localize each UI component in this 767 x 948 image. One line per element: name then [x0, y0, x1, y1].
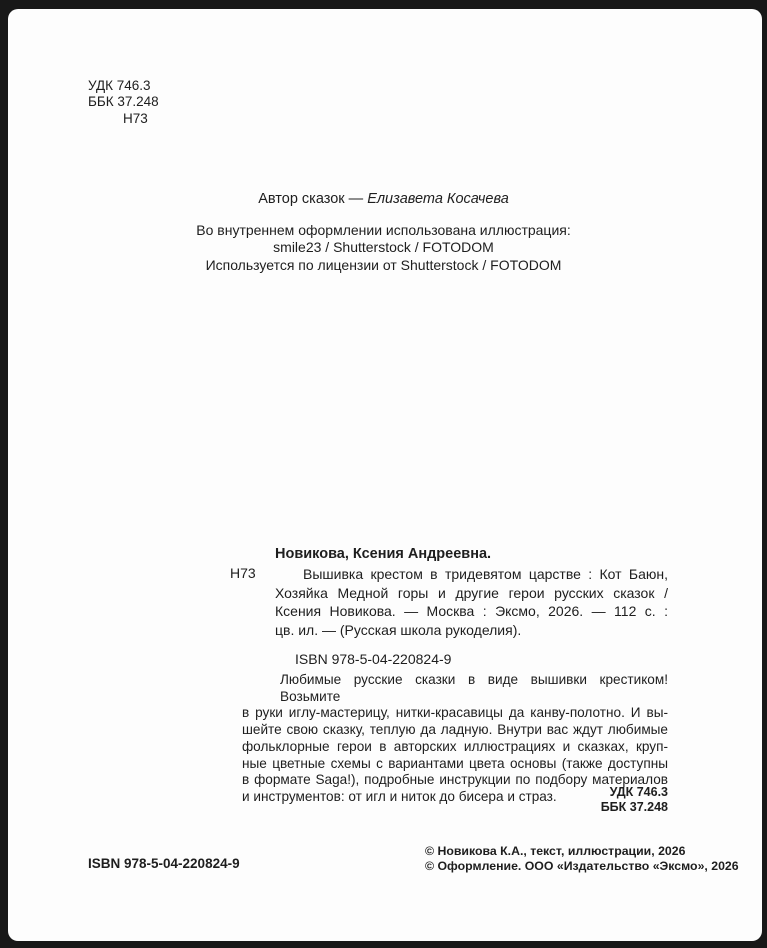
tales-author-label: Автор сказок — — [258, 191, 368, 207]
annotation-line: ные цветные схемы с вариантами цвета основы (также доступны — [242, 755, 668, 771]
tales-author-line — [0, 191, 767, 207]
footer-isbn: ISBN 978-5-04-220824-9 — [88, 856, 240, 871]
annotation-line: в формате Saga!), подробные инструкции по подбору материалов — [242, 772, 668, 788]
tales-author-name: Елизавета Косачева — [367, 191, 509, 207]
bbk-code-bottom: ББК 37.248 — [600, 800, 668, 814]
bbk-code: ББК 37.248 — [88, 94, 159, 110]
udk-bbk-bottom — [500, 785, 668, 815]
catalog-heading: Новикова, Ксения Андреевна. — [275, 546, 492, 562]
annotation-line: и инструментов: от игл и ниток до бисера и страз. — [242, 788, 557, 804]
copyright-block — [425, 844, 739, 875]
udk-code-bottom: УДК 746.3 — [609, 785, 668, 799]
udk-code: УДК 746.3 — [88, 78, 151, 93]
credit-line: Используется по лицензии от Shutterstock / FOTODOM — [205, 256, 562, 273]
credit-line: smile23 / Shutterstock / FOTODOM — [273, 239, 494, 256]
isbn-line: ISBN 978-5-04-220824-9 — [295, 651, 452, 667]
catalog-description-line: цв. ил. — (Русская школа рукоделия). — [275, 621, 522, 638]
udk-bbk-block — [88, 78, 159, 127]
credit-line: Во внутреннем оформлении использована иллюстрация: — [196, 222, 571, 238]
catalog-description-line: Вышивка крестом в тридевятом царстве : Кот Баюн, — [303, 566, 668, 582]
annotation-line: фольклорные герои в авторских иллюстрациях и сказках, круп- — [242, 738, 668, 754]
catalog-description-line: Хозяйка Медной горы и другие герои русских сказок / — [275, 584, 668, 601]
catalog-description — [275, 565, 668, 639]
author-sign-code: Н73 — [123, 110, 148, 126]
catalog-author-sign: Н73 — [230, 565, 256, 581]
illustration-credit — [0, 222, 767, 274]
annotation-line: Любимые русские сказки в виде вышивки крестиком! Возьмите — [280, 672, 668, 704]
annotation-line: шейте свою сказку, теплую да ладную. Внутри вас ждут любимые — [242, 722, 668, 738]
copyright-line-publisher: © Оформление. ООО «Издательство «Эксмо», 2026 — [425, 859, 739, 874]
catalog-description-line: Ксения Новикова. — Москва : Эксмо, 2026. — 112 с. : — [275, 603, 668, 620]
copyright-line-author: © Новикова К.А., текст, иллюстрации, 2026 — [425, 844, 686, 858]
annotation-line: в руки иглу-мастерицу, нитки-красавицы да канву-полотно. И вы- — [242, 705, 668, 721]
